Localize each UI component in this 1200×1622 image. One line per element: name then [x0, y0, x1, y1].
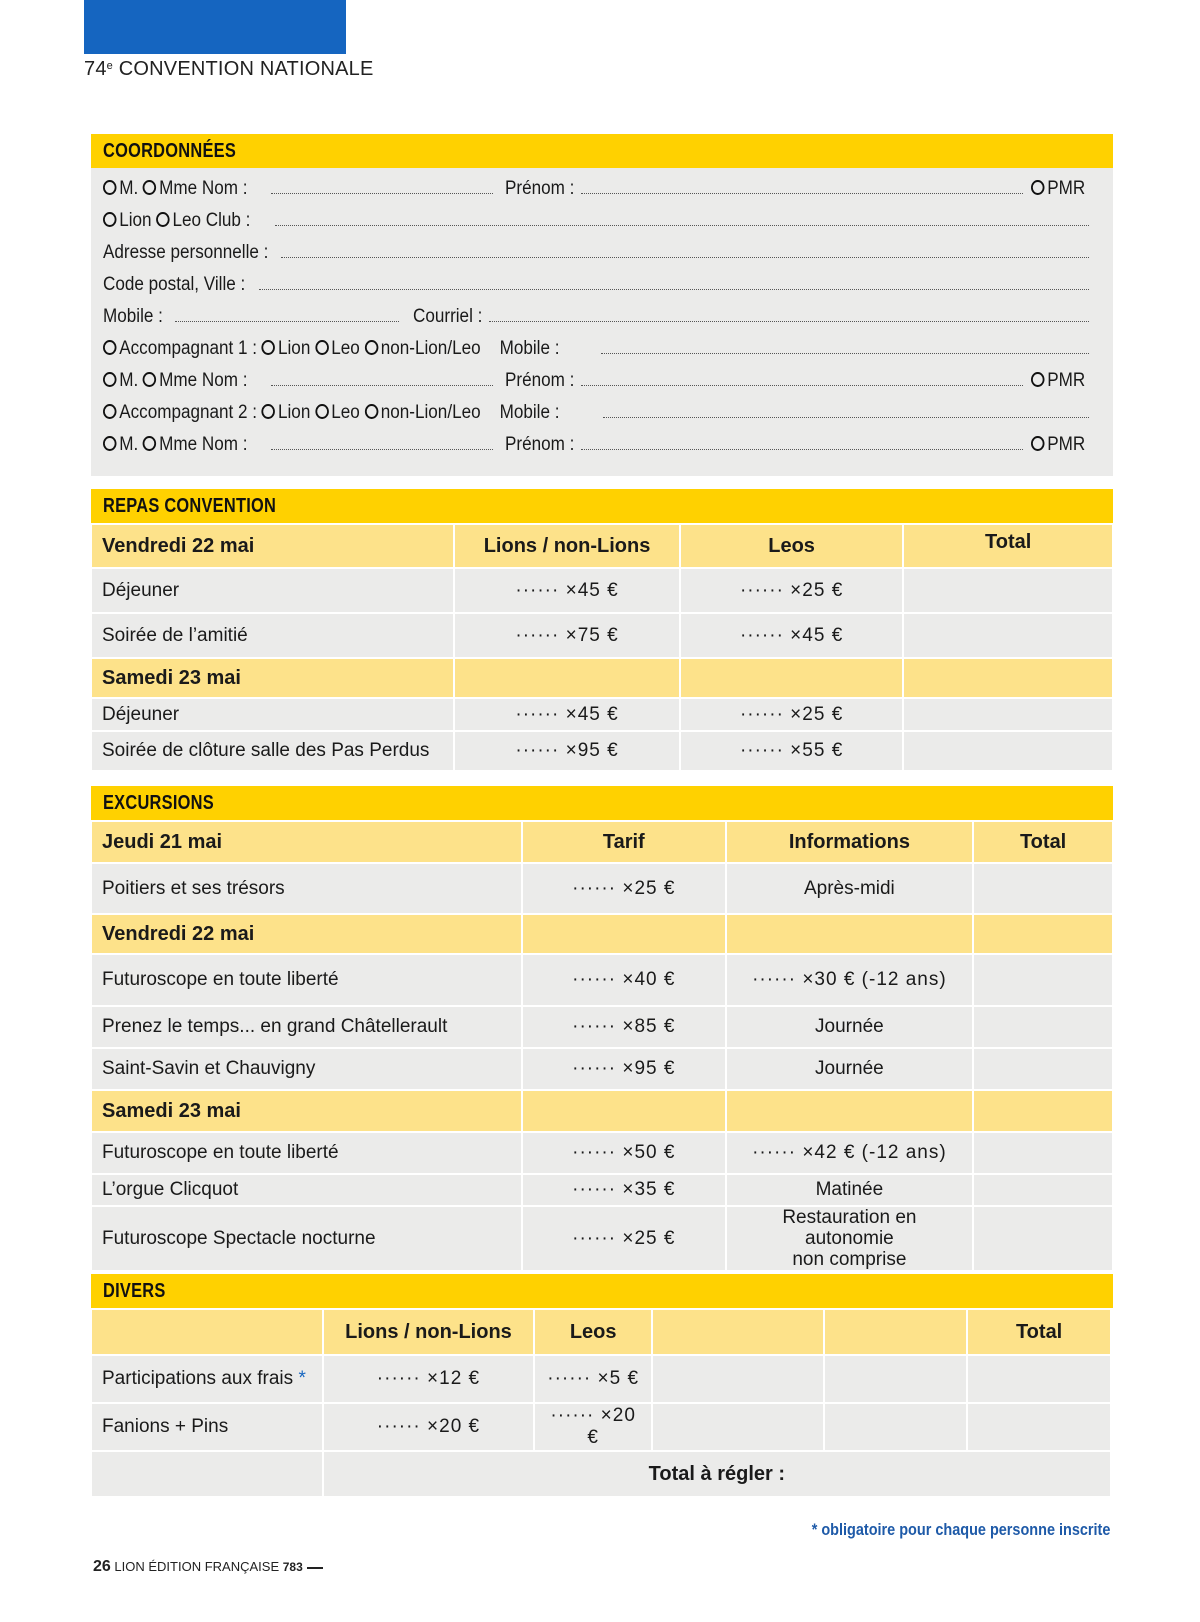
excursions-header-row	[91, 821, 1113, 863]
top-color-bar	[84, 0, 346, 54]
exc-prenez-label: Prenez le temps... en grand Châtellerault	[91, 1006, 522, 1048]
repas-day-saturday: Samedi 23 mai	[91, 658, 454, 698]
repas-soiree-amitie-lions[interactable]: ······ ×75 €	[454, 613, 680, 658]
repas-dejeuner2-total[interactable]	[903, 698, 1113, 731]
acc1-nom-field[interactable]	[271, 385, 493, 386]
repas-dejeuner1-total[interactable]	[903, 568, 1113, 613]
acc2-prenom-label: Prénom :	[505, 434, 575, 455]
acc2-prenom-field[interactable]	[581, 449, 1023, 450]
exc-orgue-label: L’orgue Clicquot	[91, 1174, 522, 1206]
table-row	[91, 1206, 1113, 1271]
code-postal-field[interactable]	[259, 289, 1089, 290]
radio-acc1-m[interactable]	[103, 372, 117, 387]
exc-orgue-total[interactable]	[973, 1174, 1113, 1206]
table-row	[91, 1132, 1113, 1174]
exc-futuroscope1-total[interactable]	[973, 954, 1113, 1006]
radio-pmr[interactable]	[1031, 180, 1045, 195]
divers-participation-total[interactable]	[967, 1355, 1111, 1403]
repas-soiree-amitie-total[interactable]	[903, 613, 1113, 658]
excursions-day-thursday: Jeudi 21 mai	[91, 821, 522, 863]
exc-poitiers-info: Après-midi	[726, 863, 974, 914]
exc-orgue-tarif[interactable]: ······ ×35 €	[522, 1174, 726, 1206]
radio-acc2-mme[interactable]	[143, 436, 157, 451]
radio-mme[interactable]	[143, 180, 157, 195]
coord-line-code-postal	[103, 264, 1103, 296]
excursions-friday-row	[91, 914, 1113, 954]
excursions-col-tarif: Tarif	[522, 821, 726, 863]
exc-orgue-info: Matinée	[726, 1174, 974, 1206]
repas-dejeuner1-lions[interactable]: ······ ×45 €	[454, 568, 680, 613]
exc-saint-savin-info: Journée	[726, 1048, 974, 1090]
magazine-name: LION ÉDITION FRANÇAISE	[114, 1559, 280, 1574]
table-row	[91, 1048, 1113, 1090]
radio-accompagnant1[interactable]	[103, 340, 117, 355]
excursions-col-total: Total	[973, 821, 1113, 863]
table-row	[91, 613, 1113, 658]
exc-futuroscope1-label: Futuroscope en toute liberté	[91, 954, 522, 1006]
footnote: * obligatoire pour chaque personne inscrite	[811, 1520, 1110, 1539]
acc1-mobile-field[interactable]	[601, 353, 1089, 354]
exc-futuroscope1-info[interactable]: ······ ×30 € (-12 ans)	[726, 954, 974, 1006]
divers-fanions-total[interactable]	[967, 1403, 1111, 1451]
repas-soiree-amitie-label: Soirée de l’amitié	[91, 613, 454, 658]
convention-sup: e	[106, 60, 113, 72]
divers-fanions-label: Fanions + Pins	[91, 1403, 323, 1451]
repas-soiree-cloture-lions[interactable]: ······ ×95 €	[454, 731, 680, 771]
coordonnees-header: COORDONNÉES	[91, 134, 1113, 168]
exc-futuroscope2-info[interactable]: ······ ×42 € (-12 ans)	[726, 1132, 974, 1174]
table-row	[91, 1006, 1113, 1048]
mobile-field[interactable]	[175, 321, 399, 322]
repas-table	[90, 523, 1114, 772]
folio-rule	[307, 1567, 323, 1569]
coord-line-club: Lion Leo Club :	[103, 200, 1103, 232]
radio-lion[interactable]	[103, 212, 117, 227]
exc-prenez-tarif[interactable]: ······ ×85 €	[522, 1006, 726, 1048]
excursions-table	[90, 820, 1114, 1272]
asterisk-mark: *	[298, 1368, 306, 1389]
exc-saint-savin-total[interactable]	[973, 1048, 1113, 1090]
excursions-saturday-row	[91, 1090, 1113, 1132]
repas-col-total: Total	[903, 524, 1113, 568]
table-row	[91, 954, 1113, 1006]
radio-acc2-leo[interactable]	[315, 404, 329, 419]
acc1-prenom-field[interactable]	[581, 385, 1023, 386]
club-field[interactable]	[275, 225, 1089, 226]
radio-acc2-m[interactable]	[103, 436, 117, 451]
divers-participation-leos[interactable]: ······ ×5 €	[534, 1355, 652, 1403]
coord-line-accompagnant1: Accompagnant 1 : Lion Leo non-Lion/Leo Mobile :	[103, 328, 1103, 360]
exc-spectacle-total[interactable]	[973, 1206, 1113, 1271]
repas-saturday-row	[91, 658, 1113, 698]
repas-col-leos: Leos	[680, 524, 904, 568]
total-a-regler[interactable]: Total à régler :	[323, 1451, 1111, 1497]
table-row	[91, 1174, 1113, 1206]
coord-line-acc1-nom: M. Mme Nom : Prénom : PMR	[103, 360, 1103, 392]
convention-title	[84, 58, 374, 81]
excursions-col-informations: Informations	[726, 821, 974, 863]
repas-dejeuner1-leos[interactable]: ······ ×25 €	[680, 568, 904, 613]
table-row	[91, 863, 1113, 914]
mobile-label: Mobile :	[103, 306, 163, 327]
prenom-field[interactable]	[581, 193, 1023, 194]
exc-saint-savin-tarif[interactable]: ······ ×95 €	[522, 1048, 726, 1090]
prenom-label: Prénom :	[505, 178, 575, 199]
table-row	[91, 1355, 1111, 1403]
excursions-day-friday: Vendredi 22 mai	[91, 914, 522, 954]
radio-acc2-lion[interactable]	[262, 404, 276, 419]
divers-header-row	[91, 1309, 1111, 1355]
radio-acc2-non-lion-leo[interactable]	[365, 404, 379, 419]
radio-m[interactable]	[103, 180, 117, 195]
exc-poitiers-label: Poitiers et ses trésors	[91, 863, 522, 914]
radio-acc2-pmr[interactable]	[1031, 436, 1045, 451]
divers-col-leos: Leos	[534, 1309, 652, 1355]
repas-dejeuner2-lions[interactable]: ······ ×45 €	[454, 698, 680, 731]
repas-dejeuner1-label: Déjeuner	[91, 568, 454, 613]
repas-dejeuner2-leos[interactable]: ······ ×25 €	[680, 698, 904, 731]
divers-table	[90, 1308, 1112, 1498]
radio-acc1-lion[interactable]	[262, 340, 276, 355]
repas-soiree-amitie-leos[interactable]: ······ ×45 €	[680, 613, 904, 658]
table-row	[91, 1403, 1111, 1451]
exc-futuroscope2-tarif[interactable]: ······ ×50 €	[522, 1132, 726, 1174]
table-row	[91, 698, 1113, 731]
table-row	[91, 731, 1113, 771]
nom-field[interactable]	[271, 193, 493, 194]
coord-line-mobile	[103, 296, 1103, 328]
folio	[93, 1558, 323, 1576]
divers-participation-lions[interactable]: ······ ×12 €	[323, 1355, 535, 1403]
exc-poitiers-total[interactable]	[973, 863, 1113, 914]
excursions-day-saturday: Samedi 23 mai	[91, 1090, 522, 1132]
divers-fanions-lions[interactable]: ······ ×20 €	[323, 1403, 535, 1451]
coord-line-main-nom: M. Mme Nom : Prénom : PMR	[103, 168, 1103, 200]
divers-participation-label: Participations aux frais *	[91, 1355, 323, 1403]
issue-number: 783	[282, 1560, 303, 1574]
acc1-prenom-label: Prénom :	[505, 370, 575, 391]
repas-soiree-cloture-total[interactable]	[903, 731, 1113, 771]
courriel-field[interactable]	[489, 321, 1089, 322]
acc2-nom-field[interactable]	[271, 449, 493, 450]
adresse-label: Adresse personnelle :	[103, 242, 269, 263]
convention-label: CONVENTION NATIONALE	[118, 58, 374, 80]
radio-accompagnant2[interactable]	[103, 404, 117, 419]
adresse-field[interactable]	[281, 257, 1089, 258]
repas-soiree-cloture-label: Soirée de clôture salle des Pas Perdus	[91, 731, 454, 771]
radio-acc1-non-lion-leo[interactable]	[365, 340, 379, 355]
courriel-label: Courriel :	[413, 306, 483, 327]
radio-leo-club[interactable]	[156, 212, 170, 227]
excursions-header: EXCURSIONS	[91, 786, 1113, 820]
radio-acc1-mme[interactable]	[143, 372, 157, 387]
coord-line-acc2-nom: M. Mme Nom : Prénom : PMR	[103, 424, 1103, 456]
repas-header-row	[91, 524, 1113, 568]
exc-spectacle-info: Restauration en autonomie non comprise	[726, 1206, 974, 1271]
total-row	[91, 1451, 1111, 1497]
page-number: 26	[93, 1558, 111, 1575]
repas-day-friday: Vendredi 22 mai	[91, 524, 454, 568]
coord-line-adresse	[103, 232, 1103, 264]
repas-soiree-cloture-leos[interactable]: ······ ×55 €	[680, 731, 904, 771]
divers-col-lions: Lions / non-Lions	[323, 1309, 535, 1355]
exc-futuroscope2-total[interactable]	[973, 1132, 1113, 1174]
exc-poitiers-tarif[interactable]: ······ ×25 €	[522, 863, 726, 914]
exc-prenez-info: Journée	[726, 1006, 974, 1048]
exc-spectacle-tarif[interactable]: ······ ×25 €	[522, 1206, 726, 1271]
divers-header: DIVERS	[91, 1274, 1113, 1308]
exc-spectacle-label: Futuroscope Spectacle nocturne	[91, 1206, 522, 1271]
exc-prenez-total[interactable]	[973, 1006, 1113, 1048]
exc-saint-savin-label: Saint-Savin et Chauvigny	[91, 1048, 522, 1090]
radio-acc1-leo[interactable]	[315, 340, 329, 355]
repas-header: REPAS CONVENTION	[91, 489, 1113, 523]
coord-line-accompagnant2: Accompagnant 2 : Lion Leo non-Lion/Leo Mobile :	[103, 392, 1103, 424]
divers-fanions-leos[interactable]: ······ ×20 €	[534, 1403, 652, 1451]
acc2-mobile-field[interactable]	[603, 417, 1089, 418]
convention-number: 74	[84, 58, 107, 80]
coordonnees-form	[91, 168, 1113, 476]
repas-dejeuner2-label: Déjeuner	[91, 698, 454, 731]
repas-col-lions: Lions / non-Lions	[454, 524, 680, 568]
divers-col-total: Total	[967, 1309, 1111, 1355]
radio-acc1-pmr[interactable]	[1031, 372, 1045, 387]
code-postal-label: Code postal, Ville :	[103, 274, 246, 295]
table-row	[91, 568, 1113, 613]
exc-futuroscope1-tarif[interactable]: ······ ×40 €	[522, 954, 726, 1006]
exc-futuroscope2-label: Futuroscope en toute liberté	[91, 1132, 522, 1174]
